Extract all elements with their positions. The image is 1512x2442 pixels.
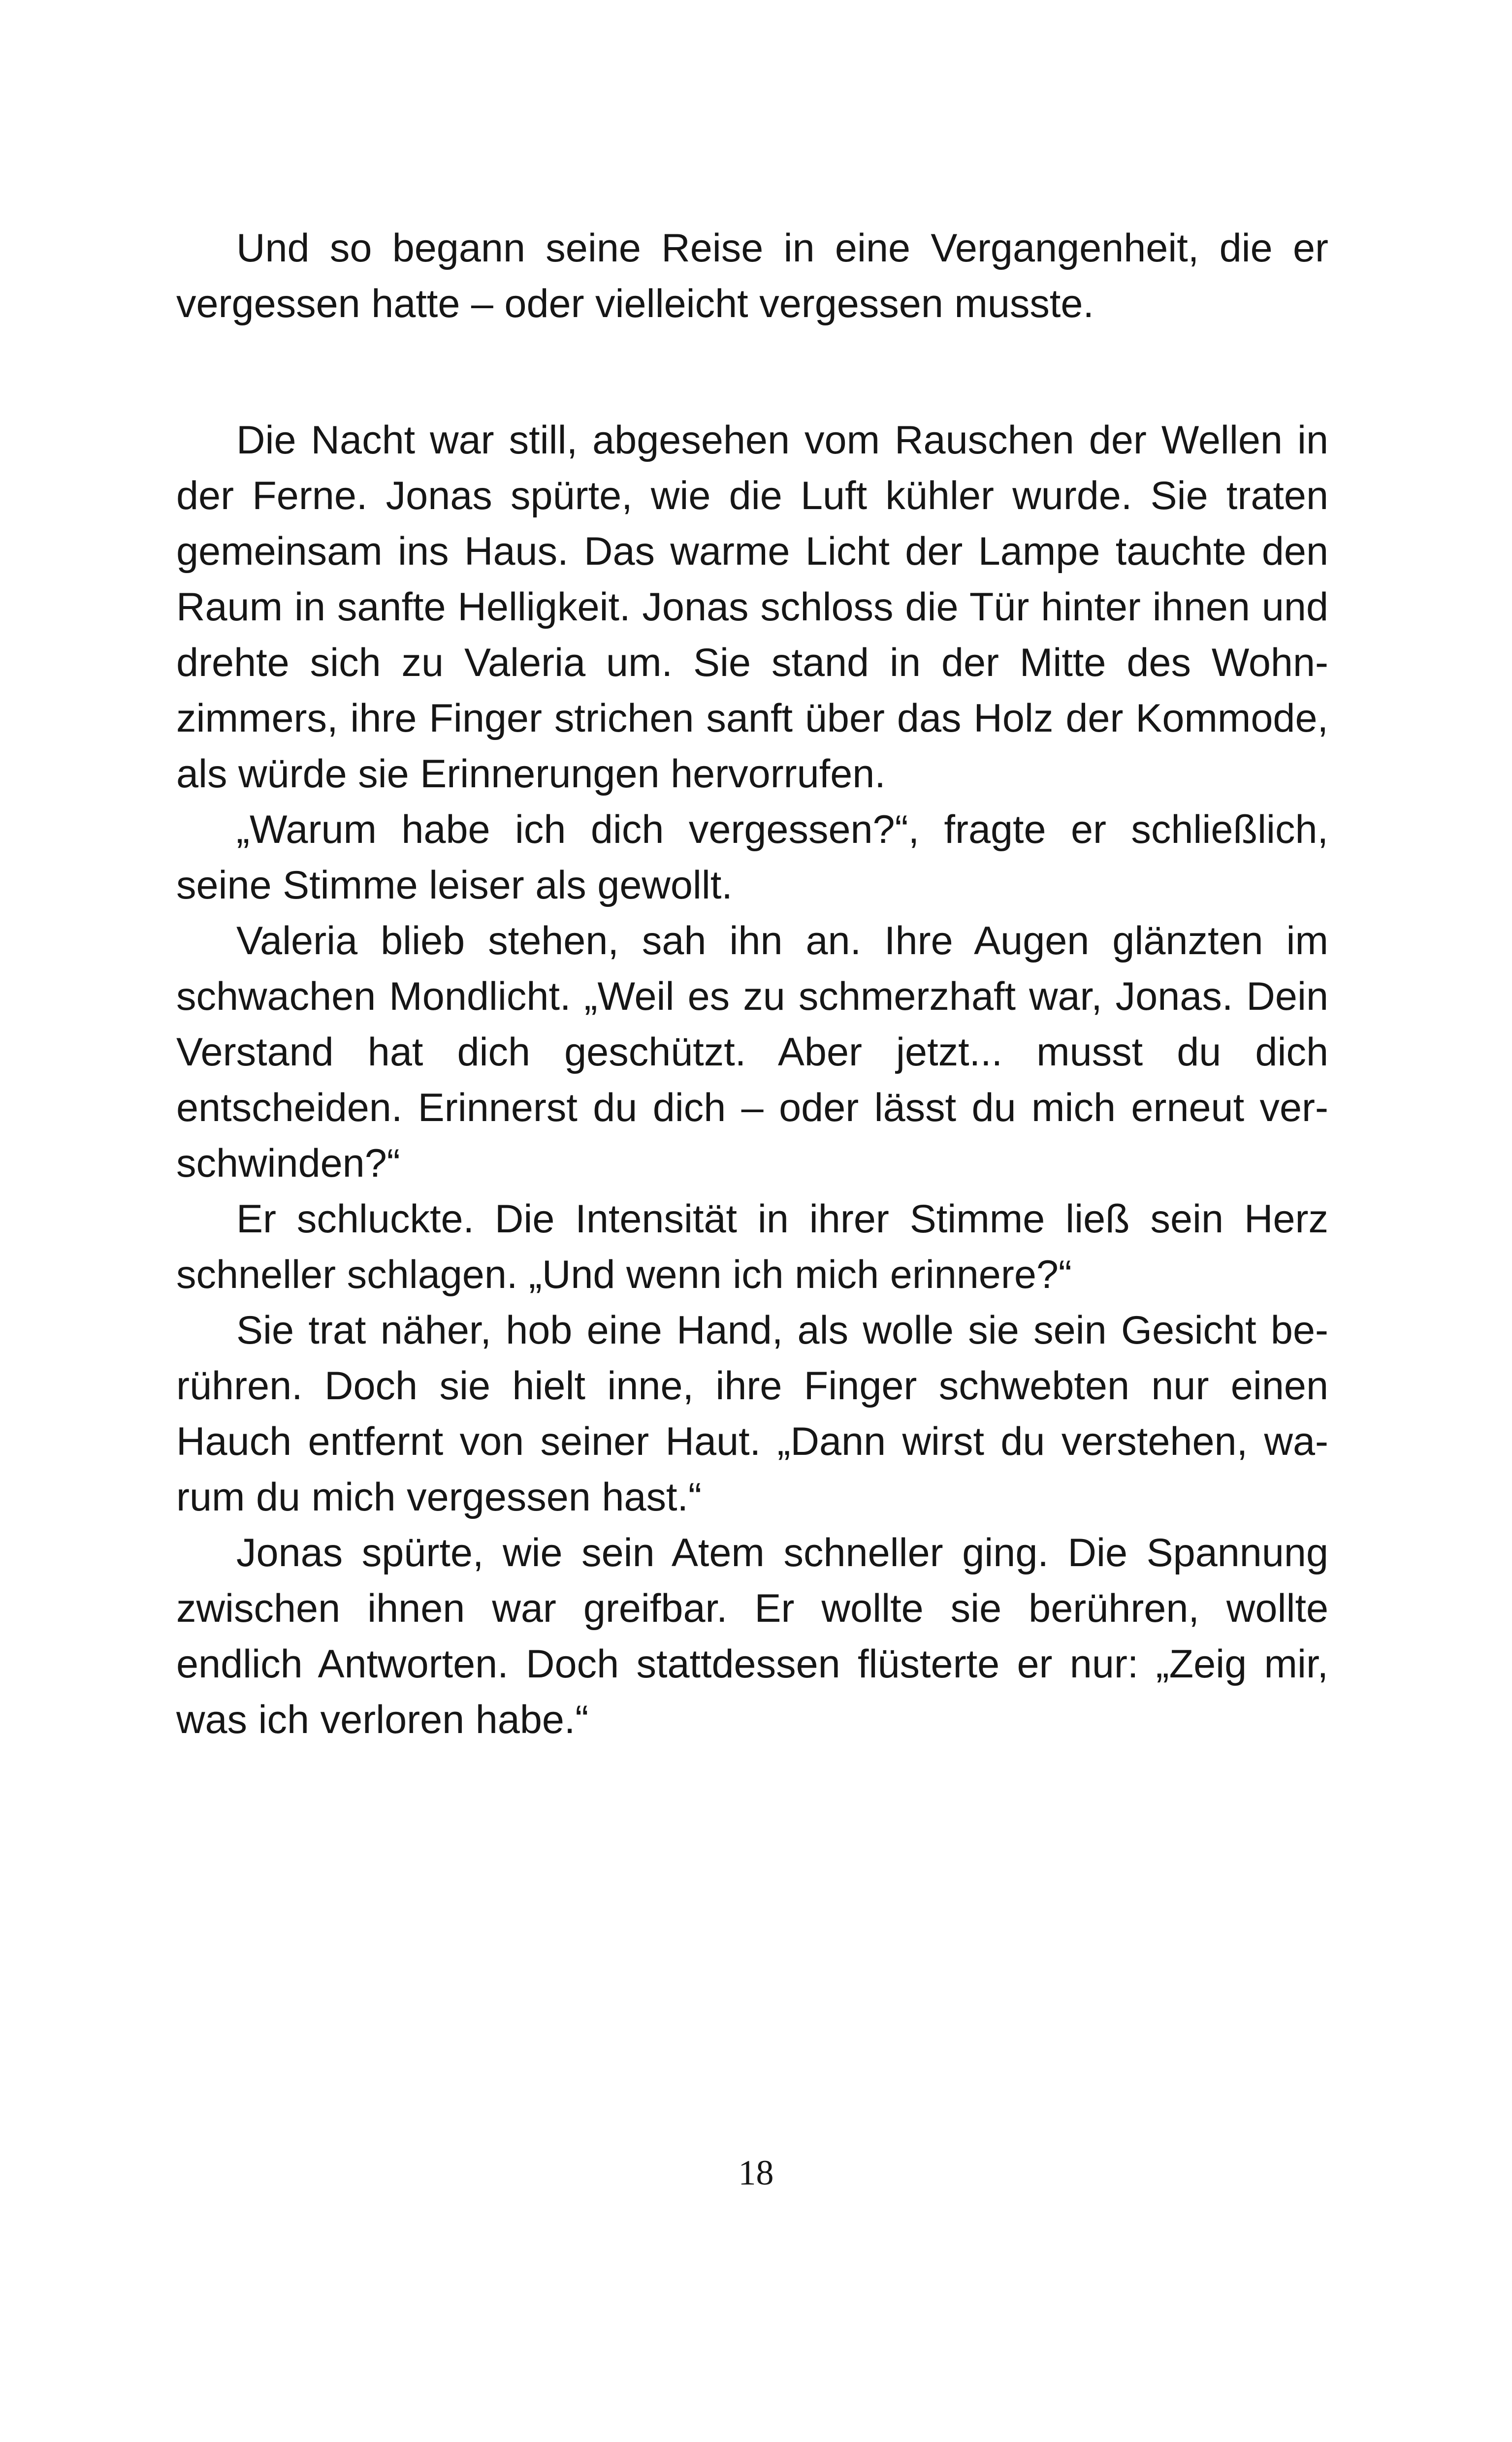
paragraph: Sie trat näher, hob eine Hand, als wolle sie sein Gesicht berühren. Doch sie hielt inne, ihre Finger schwebten nur einen Hauch entfernt von seiner Haut. „Dann wirst du verstehen, warum du mich vergessen hast.“ (176, 1308, 1328, 1519)
paragraph: Jonas spürte, wie sein Atem schneller ging. Die Spannung zwischen ihnen war greifbar. Er wollte sie berühren, wollte endlich Antworten. Doch stattdessen flüsterte er nur: „Zeig mir, was ich verloren habe.“ (176, 1531, 1328, 1742)
paragraph: „Warum habe ich dich vergessen?“, fragte er schließlich, seine Stimme leiser als gewollt. (176, 807, 1328, 907)
text-section-2 (176, 413, 1328, 1748)
text-section-1 (176, 221, 1328, 332)
paragraph: Die Nacht war still, abgesehen vom Rauschen der Wellen in der Ferne. Jonas spürte, wie die Luft kühler wurde. Sie traten gemeinsam ins Haus. Das warme Licht der Lampe tauchte den Raum in sanfte Helligkeit. Jonas schloss die Tür hinter ihnen und drehte sich zu Valeria um. Sie stand in der Mitte des Wohnzimmers, ihre Finger strichen sanft über das Holz der Kommode, als würde sie Erinnerungen hervorrufen. (176, 418, 1328, 796)
paragraph: Valeria blieb stehen, sah ihn an. Ihre Augen glänzten im schwachen Mondlicht. „Weil es zu schmerzhaft war, Jonas. Dein Verstand hat dich geschützt. Aber jetzt... musst du dich entscheiden. Erinnerst du dich – oder lässt du mich erneut verschwinden?“ (176, 919, 1328, 1186)
page-number: 18 (738, 2153, 774, 2192)
paragraph: Und so begann seine Reise in eine Vergangenheit, die er vergessen hatte – oder vielleicht vergessen musste. (176, 226, 1328, 326)
paragraph: Er schluckte. Die Intensität in ihrer Stimme ließ sein Herz schneller schlagen. „Und wenn ich mich erinnere?“ (176, 1197, 1328, 1297)
